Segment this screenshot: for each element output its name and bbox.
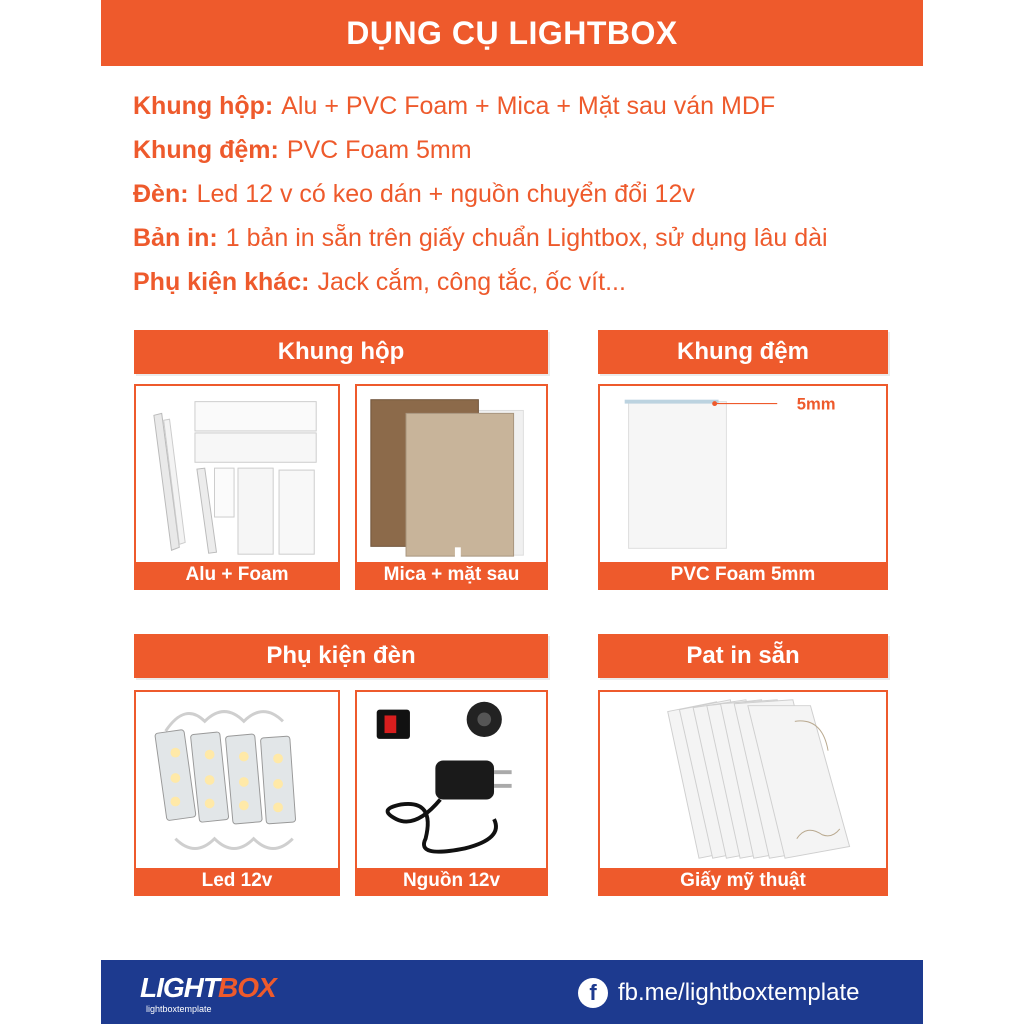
card-giay-my-thuat	[598, 690, 888, 896]
card-label: Alu + Foam	[136, 562, 338, 588]
spec-row-ban-in	[133, 218, 913, 262]
spec-value: Jack cắm, công tắc, ốc vít...	[317, 268, 626, 296]
section-header-khung-dem: Khung đệm	[598, 330, 888, 374]
alu-foam-image	[136, 386, 338, 562]
spec-row-den	[133, 174, 913, 218]
spec-label: Khung hộp:	[133, 92, 274, 120]
spec-value: Alu + PVC Foam + Mica + Mặt sau ván MDF	[281, 92, 776, 120]
section-header-phu-kien-den: Phụ kiện đèn	[134, 634, 548, 678]
card-led-12v	[134, 690, 340, 896]
page-title: DỤNG CỤ LIGHTBOX	[101, 0, 923, 66]
card-pvc-foam	[598, 384, 888, 590]
spec-label: Khung đệm:	[133, 136, 279, 164]
power-adapter-image	[357, 692, 546, 868]
spec-list	[133, 86, 913, 306]
mica-panel-image	[357, 386, 546, 562]
card-mica-mat-sau	[355, 384, 548, 590]
spec-row-phu-kien	[133, 262, 913, 306]
spec-value: PVC Foam 5mm	[286, 136, 472, 164]
card-label: Giấy mỹ thuật	[600, 868, 886, 894]
logo-box-text: BOX	[218, 972, 276, 1003]
card-nguon-12v	[355, 690, 548, 896]
logo-light-text: LIGHT	[140, 972, 219, 1003]
logo-subtext: lightboxtemplate	[146, 1004, 212, 1014]
card-label: PVC Foam 5mm	[600, 562, 886, 588]
facebook-link[interactable]	[578, 975, 859, 1011]
spec-label: Phụ kiện khác:	[133, 268, 310, 296]
led-module-image	[136, 692, 338, 868]
brand-logo	[140, 972, 300, 1020]
spec-value: Led 12 v có keo dán + nguồn chuyển đổi 12v	[196, 180, 695, 208]
card-label: Mica + mặt sau	[357, 562, 546, 588]
facebook-url[interactable]: fb.me/lightboxtemplate	[618, 979, 860, 1006]
pvc-foam-image	[600, 386, 886, 562]
facebook-icon: f	[578, 978, 608, 1008]
thickness-annotation: 5mm	[796, 394, 836, 414]
spec-label: Đèn:	[133, 180, 189, 208]
card-label: Led 12v	[136, 868, 338, 894]
spec-row-khung-dem	[133, 130, 913, 174]
card-label: Nguồn 12v	[357, 868, 546, 894]
art-paper-image	[600, 692, 886, 868]
section-header-pat-in-san: Pat in sẵn	[598, 634, 888, 678]
card-alu-foam	[134, 384, 340, 590]
spec-value: 1 bản in sẵn trên giấy chuẩn Lightbox, sử dụng lâu dài	[225, 224, 828, 252]
section-header-khung-hop: Khung hộp	[134, 330, 548, 374]
spec-label: Bản in:	[133, 224, 218, 252]
spec-row-khung-hop	[133, 86, 913, 130]
